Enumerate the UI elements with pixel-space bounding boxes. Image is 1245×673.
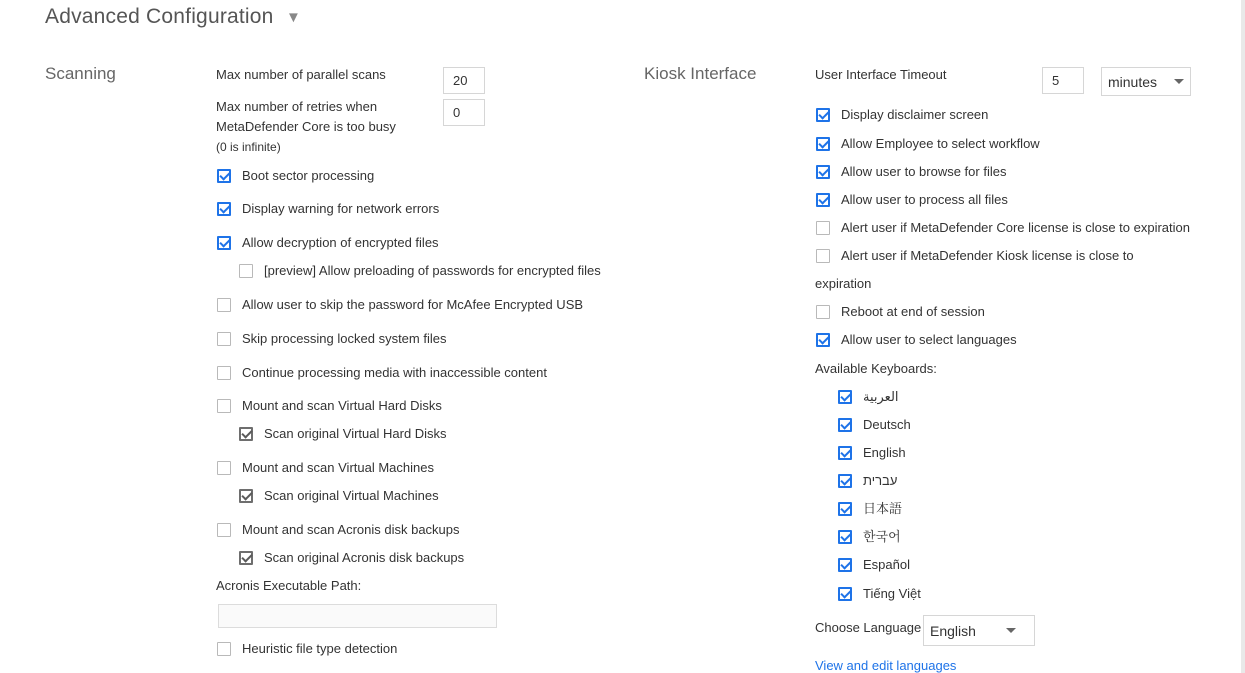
max-parallel-scans-input[interactable]: 20 (443, 67, 485, 94)
mount-vhd-label: Mount and scan Virtual Hard Disks (242, 398, 442, 413)
keyboard-german-checkbox[interactable] (838, 418, 852, 432)
core-license-alert-label: Alert user if MetaDefender Core license is close to expiration (841, 220, 1190, 235)
decryption-checkbox[interactable] (217, 236, 231, 250)
mount-acronis-label: Mount and scan Acronis disk backups (242, 522, 460, 537)
kiosk-license-alert-checkbox[interactable] (816, 249, 830, 263)
max-retries-label-line1: Max number of retries when (216, 99, 378, 114)
continue-inaccessible-checkbox[interactable] (217, 366, 231, 380)
browse-files-checkbox[interactable] (816, 165, 830, 179)
scan-original-vhd-label: Scan original Virtual Hard Disks (264, 426, 447, 441)
mcafee-skip-label: Allow user to skip the password for McAfee Encrypted USB (242, 297, 584, 312)
skip-locked-label: Skip processing locked system files (242, 331, 447, 346)
scan-original-acronis-checkbox[interactable] (239, 551, 253, 565)
kiosk-license-alert-label: Alert user if MetaDefender Kiosk license is close to (841, 248, 1134, 263)
process-all-label: Allow user to process all files (841, 192, 1008, 207)
select-workflow-checkbox[interactable] (816, 137, 830, 151)
core-license-alert-checkbox[interactable] (816, 221, 830, 235)
browse-files-label: Allow user to browse for files (841, 164, 1007, 179)
max-retries-label-hint: (0 is infinite) (216, 140, 281, 154)
network-errors-label: Display warning for network errors (242, 201, 440, 216)
page-title: Advanced Configuration (45, 5, 274, 28)
mount-vhd-checkbox[interactable] (217, 399, 231, 413)
network-errors-checkbox[interactable] (217, 202, 231, 216)
heuristic-checkbox[interactable] (217, 642, 231, 656)
acronis-path-label: Acronis Executable Path: (216, 578, 362, 593)
reboot-label: Reboot at end of session (841, 304, 985, 319)
chevron-down-icon (1006, 628, 1016, 633)
keyboard-arabic-checkbox[interactable] (838, 390, 852, 404)
disclaimer-checkbox[interactable] (816, 108, 830, 122)
keyboard-arabic-label: العربية (863, 389, 899, 404)
timeout-unit-select[interactable] (1101, 67, 1191, 96)
decryption-label: Allow decryption of encrypted files (242, 235, 439, 250)
ui-timeout-input[interactable]: 5 (1042, 67, 1084, 94)
boot-sector-label: Boot sector processing (242, 168, 375, 183)
keyboard-japanese-checkbox[interactable] (838, 502, 852, 516)
choose-language-select[interactable] (923, 615, 1035, 646)
scan-original-vm-checkbox[interactable] (239, 489, 253, 503)
keyboard-vietnamese-checkbox[interactable] (838, 587, 852, 601)
scan-original-vhd-checkbox[interactable] (239, 427, 253, 441)
process-all-checkbox[interactable] (816, 193, 830, 207)
skip-locked-checkbox[interactable] (217, 332, 231, 346)
keyboard-english-label: English (863, 445, 906, 460)
choose-language-label: Choose Language (815, 620, 922, 635)
mount-acronis-checkbox[interactable] (217, 523, 231, 537)
select-languages-checkbox[interactable] (816, 333, 830, 347)
mount-vm-checkbox[interactable] (217, 461, 231, 475)
page-scrollbar[interactable] (1241, 0, 1245, 673)
keyboard-japanese-label: 日本語 (863, 501, 903, 516)
max-parallel-scans-label: Max number of parallel scans (216, 67, 386, 82)
continue-inaccessible-label: Continue processing media with inaccessible content (242, 365, 547, 380)
preload-passwords-label: [preview] Allow preloading of passwords for encrypted files (264, 263, 601, 278)
scan-original-vm-label: Scan original Virtual Machines (264, 488, 439, 503)
choose-language-value: English (930, 622, 976, 639)
ui-timeout-label: User Interface Timeout (815, 67, 947, 82)
preload-passwords-checkbox[interactable] (239, 264, 253, 278)
kiosk-section-title: Kiosk Interface (644, 64, 757, 83)
max-retries-input[interactable]: 0 (443, 99, 485, 126)
keyboard-spanish-checkbox[interactable] (838, 558, 852, 572)
keyboard-korean-checkbox[interactable] (838, 530, 852, 544)
keyboard-vietnamese-label: Tiếng Việt (863, 586, 921, 601)
keyboard-korean-label: 한국어 (863, 529, 901, 544)
keyboard-hebrew-label: עברית (863, 473, 898, 488)
keyboard-english-checkbox[interactable] (838, 446, 852, 460)
acronis-path-input[interactable] (218, 604, 497, 628)
timeout-unit-value: minutes (1108, 73, 1158, 90)
available-keyboards-label: Available Keyboards: (815, 361, 937, 376)
select-languages-label: Allow user to select languages (841, 332, 1017, 347)
select-workflow-label: Allow Employee to select workflow (841, 136, 1040, 151)
mount-vm-label: Mount and scan Virtual Machines (242, 460, 434, 475)
max-retries-label-line2: MetaDefender Core is too busy (216, 119, 396, 134)
scanning-section-title: Scanning (45, 64, 116, 83)
disclaimer-label: Display disclaimer screen (841, 107, 989, 122)
mcafee-skip-checkbox[interactable] (217, 298, 231, 312)
chevron-down-icon (1174, 79, 1184, 84)
keyboard-german-label: Deutsch (863, 417, 911, 432)
boot-sector-checkbox[interactable] (217, 169, 231, 183)
view-edit-languages-link[interactable]: View and edit languages (815, 658, 957, 673)
heuristic-label: Heuristic file type detection (242, 641, 398, 656)
scan-original-acronis-label: Scan original Acronis disk backups (264, 550, 465, 565)
kiosk-license-alert-label-cont: expiration (815, 276, 872, 291)
reboot-checkbox[interactable] (816, 305, 830, 319)
collapse-caret-icon[interactable]: ▼ (286, 9, 301, 26)
keyboard-hebrew-checkbox[interactable] (838, 474, 852, 488)
keyboard-spanish-label: Español (863, 557, 910, 572)
